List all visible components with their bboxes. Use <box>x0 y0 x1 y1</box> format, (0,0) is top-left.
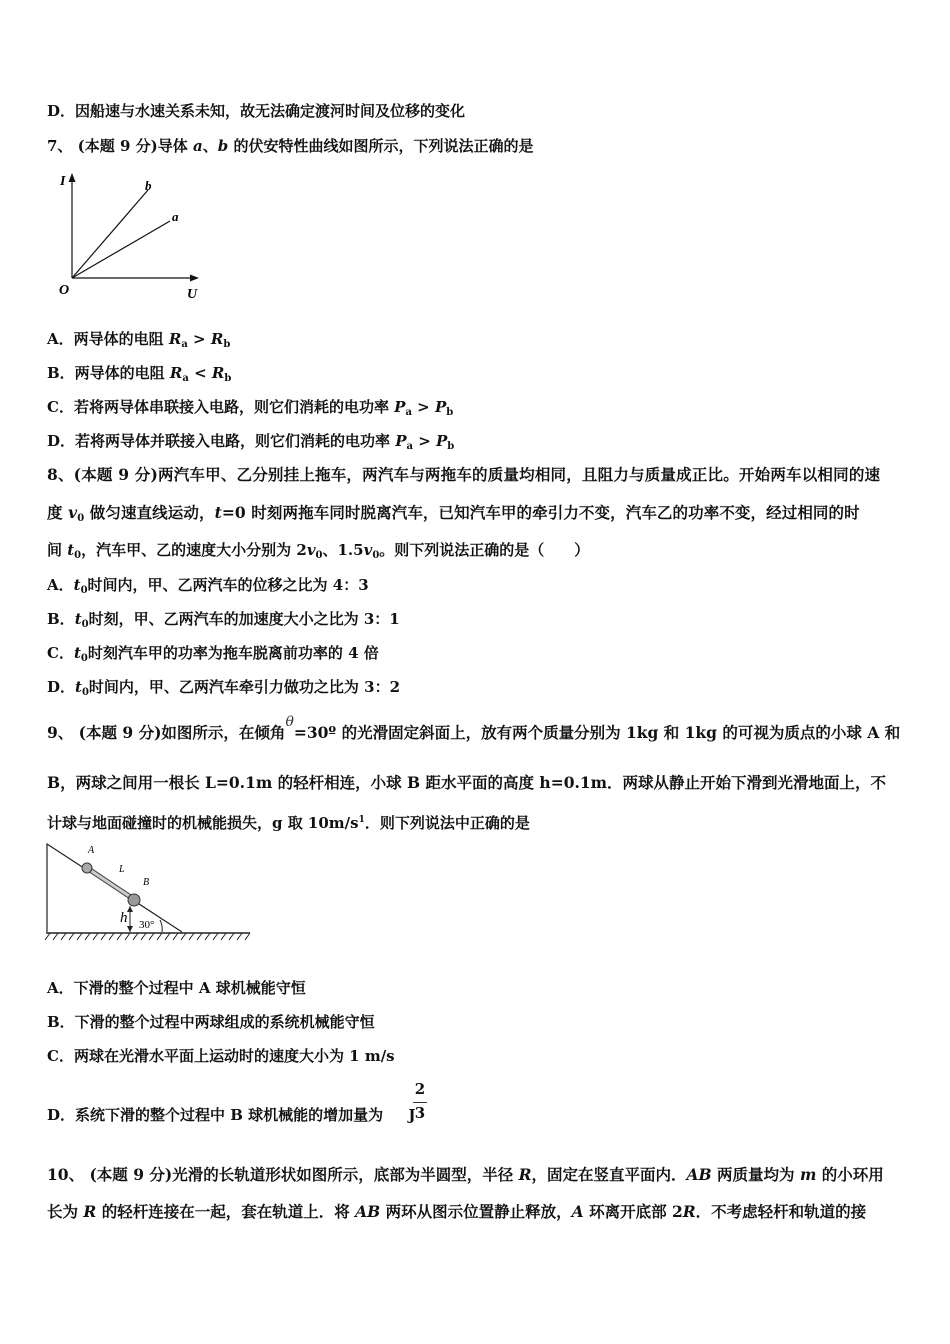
q9-line3-a: 计球与地面碰撞时的机械能损失，g 取 10m/s <box>47 814 359 832</box>
q9-stem-line1 <box>47 714 901 744</box>
q7-option-d-rel: > <box>413 432 437 450</box>
curve-a <box>72 221 170 278</box>
q10-line2-r2: R <box>682 1202 696 1221</box>
q9-option-d <box>47 1105 415 1125</box>
q7-option-c <box>47 397 453 423</box>
q10-line2-d: 环离开底部 2 <box>583 1202 683 1221</box>
q8-stem-line3 <box>47 540 589 566</box>
ball-b <box>128 894 140 906</box>
q7-option-c-text: C．若将两导体串联接入电路，则它们消耗的电功率 <box>47 398 395 416</box>
q10-line2-r1: R <box>83 1202 97 1221</box>
u-axis-arrow <box>190 275 199 282</box>
q8-option-d-label: D． <box>47 678 76 696</box>
q7-option-d-p2: P <box>436 432 448 450</box>
q7-option-a-sub-b: b <box>223 339 231 350</box>
q8-option-d-sub: 0 <box>81 687 89 698</box>
q8-line2-c: =0 时刻两拖车同时脱离汽车，已知汽车甲的牵引力不变，汽车乙的功率不变，经过相同的时 <box>221 503 860 522</box>
q7-option-b <box>47 363 231 389</box>
q9-option-d-unit: J <box>403 1106 416 1124</box>
q6-option-d-text: D．因船速与水速关系未知，故无法确定渡河时间及位移的变化 <box>47 102 466 120</box>
q8-option-b-label: B． <box>47 610 75 628</box>
q9-line3-b: ．则下列说法中正确的是 <box>364 814 530 832</box>
curve-b-label: b <box>145 178 152 193</box>
q10-line1-a: 10、 (本题 9 分)光滑的长轨道形状如图所示，底部为半圆型，半径 <box>47 1165 519 1184</box>
q7-option-c-sub-b: b <box>446 407 454 418</box>
q10-stem-line1 <box>47 1165 884 1185</box>
q7-option-b-sub-a: a <box>182 373 189 384</box>
q7-option-d-text: D．若将两导体并联接入电路，则它们消耗的电功率 <box>47 432 396 450</box>
q8-option-a-text: 时间内，甲、乙两汽车的位移之比为 4：3 <box>87 576 369 594</box>
q7-option-a <box>47 329 230 355</box>
q8-option-c-text: 时刻汽车甲的功率为拖车脱离前功率的 4 倍 <box>87 644 379 662</box>
q8-option-a-t: t <box>73 576 81 594</box>
q8-option-d <box>47 677 400 703</box>
q7-option-a-r1: R <box>168 330 182 348</box>
q8-stem-line2 <box>47 503 860 529</box>
u-axis-label: U <box>187 287 198 302</box>
q7-stem-post: 的伏安特性曲线如图所示，下列说法正确的是 <box>228 137 534 155</box>
q8-option-c-label: C． <box>47 644 74 662</box>
fraction-bar <box>413 1102 427 1103</box>
q10-line1-r: R <box>518 1165 532 1184</box>
q8-option-b-sub: 0 <box>81 619 89 630</box>
q8-option-a <box>47 575 369 601</box>
angle-arc <box>160 920 162 932</box>
q10-line2-ab: AB <box>355 1202 381 1221</box>
q7-option-a-rel: > <box>187 330 211 348</box>
height-arrow-top <box>127 906 133 912</box>
q8-line1-text: 8、(本题 9 分)两汽车甲、乙分别挂上拖车，两汽车与两拖车的质量均相同，且阻力与质量成正比。开始两车以相同的速 <box>47 465 881 484</box>
q7-option-c-p1: P <box>394 398 406 416</box>
q9-line1-b: =30º 的光滑固定斜面上，放有两个质量分别为 1kg 和 1kg 的可视为质点的小球 A 和 <box>293 723 901 742</box>
q8-option-d-text: 时间内，甲、乙两汽车牵引力做功之比为 3：2 <box>88 678 401 696</box>
rod-light <box>87 868 132 898</box>
q9-theta-symbol: θ <box>285 714 294 730</box>
q10-line1-d: 的小环用 <box>816 1165 884 1184</box>
q8-line3-c: 、1.5 <box>322 541 364 559</box>
q7-option-b-r2: R <box>211 364 225 382</box>
label-angle: 30° <box>139 919 155 931</box>
q8-line3-d: 。则下列说法正确的是（ ） <box>379 541 590 559</box>
q7-option-b-sub-b: b <box>224 373 232 384</box>
q7-stem <box>47 136 533 156</box>
q8-line3-b: ，汽车甲、乙的速度大小分别为 2 <box>81 541 307 559</box>
q8-line2-t: t <box>214 503 222 522</box>
q8-line2-sub: 0 <box>77 513 85 524</box>
fraction-denominator: 3 <box>414 1104 426 1122</box>
q8-option-b-text: 时刻，甲、乙两汽车的加速度大小之比为 3：1 <box>88 610 400 628</box>
height-arrow-bottom <box>127 926 133 932</box>
i-axis-arrow <box>69 173 76 182</box>
ball-a <box>82 863 92 873</box>
q9-option-b-text: B．下滑的整个过程中两球组成的系统机械能守恒 <box>47 1013 375 1031</box>
q8-line2-a: 度 <box>47 503 69 522</box>
q9-stem-line3 <box>47 810 530 833</box>
q7-option-c-rel: > <box>411 398 435 416</box>
q6-option-d <box>47 101 465 121</box>
q8-option-d-t: t <box>75 678 82 696</box>
q9-option-a <box>47 978 306 998</box>
q10-line2-e: ．不考虑轻杆和轨道的接 <box>695 1202 867 1221</box>
q7-option-a-sub-a: a <box>181 339 188 350</box>
q8-option-a-sub: 0 <box>80 585 88 596</box>
q9-option-c <box>47 1046 395 1066</box>
q10-line2-a: 长为 <box>47 1202 84 1221</box>
q7-option-d-sub-a: a <box>406 441 413 452</box>
q10-line1-m: m <box>799 1165 817 1184</box>
q9-option-a-text: A．下滑的整个过程中 A 球机械能守恒 <box>47 979 306 997</box>
incline-figure <box>42 840 254 944</box>
q8-line3-sub2: 0 <box>315 550 323 561</box>
q10-line1-ab: AB <box>686 1165 712 1184</box>
curve-b <box>72 190 148 278</box>
q8-option-b <box>47 609 400 635</box>
ground-hatching <box>45 933 250 940</box>
q7-option-d <box>47 431 454 457</box>
label-a: A <box>88 845 95 856</box>
q7-option-a-text: A．两导体的电阻 <box>47 330 169 348</box>
q9-option-d-text: D．系统下滑的整个过程中 B 球机械能的增加量为 <box>47 1106 384 1124</box>
label-l: L <box>119 864 125 875</box>
q10-line2-b: 的轻杆连接在一起，套在轨道上．将 <box>96 1202 356 1221</box>
q7-option-c-sub-a: a <box>405 407 412 418</box>
q8-line2-v: v <box>68 503 78 522</box>
q9-option-c-text: C．两球在光滑水平面上运动时的速度大小为 1 m/s <box>47 1047 395 1065</box>
q7-stem-b: b <box>217 137 229 155</box>
fraction-numerator: 2 <box>414 1080 426 1098</box>
q9-stem-line2 <box>47 773 886 793</box>
q7-option-d-sub-b: b <box>447 441 455 452</box>
iv-characteristic-graph <box>52 168 212 304</box>
q8-option-c-sub: 0 <box>80 653 88 664</box>
q7-option-c-p2: P <box>434 398 447 416</box>
q7-option-d-p1: P <box>395 432 407 450</box>
q7-option-b-text: B．两导体的电阻 <box>47 364 170 382</box>
label-b: B <box>143 877 150 888</box>
q9-line2-text: B，两球之间用一根长 L=0.1m 的轻杆相连，小球 B 距水平面的高度 h=0.1m．两球从静止开始下滑到光滑地面上，不 <box>47 773 887 792</box>
q9-line3-sup: 1 <box>358 815 365 825</box>
q8-option-a-label: A． <box>47 576 74 594</box>
q7-stem-pre: 7、 (本题 9 分)导体 <box>47 137 193 155</box>
q10-line2-c: 两环从图示位置静止释放， <box>380 1202 572 1221</box>
q8-option-b-t: t <box>74 610 82 628</box>
q10-line1-c: 两质量均为 <box>711 1165 800 1184</box>
q10-line1-b: ，固定在竖直平面内． <box>531 1165 687 1184</box>
curve-a-label: a <box>172 209 179 224</box>
q7-option-a-r2: R <box>210 330 224 348</box>
q8-stem-line1 <box>47 465 880 485</box>
q7-option-b-r1: R <box>169 364 183 382</box>
q8-line3-sub1: 0 <box>74 550 82 561</box>
q7-stem-a: a <box>192 137 203 155</box>
q8-option-c <box>47 643 379 669</box>
q10-stem-line2 <box>47 1202 866 1222</box>
q9-line1-a: 9、 (本题 9 分)如图所示，在倾角 <box>47 723 286 742</box>
q8-option-c-t: t <box>73 644 81 662</box>
q8-line3-t: t <box>67 541 75 559</box>
q8-line3-a: 间 <box>47 541 68 559</box>
q9-option-b <box>47 1012 375 1032</box>
label-h: h <box>120 910 128 926</box>
i-axis-label: I <box>60 174 66 189</box>
q8-line3-v2: v <box>363 541 373 559</box>
q7-option-b-rel: < <box>188 364 212 382</box>
q8-line3-sub3: 0 <box>372 550 380 561</box>
q10-line2-a-ring: A <box>571 1202 584 1221</box>
q7-stem-sep: 、 <box>202 137 218 155</box>
q8-line2-b: 做匀速直线运动， <box>84 503 215 522</box>
origin-label: O <box>59 283 70 298</box>
q8-line3-v1: v <box>306 541 316 559</box>
